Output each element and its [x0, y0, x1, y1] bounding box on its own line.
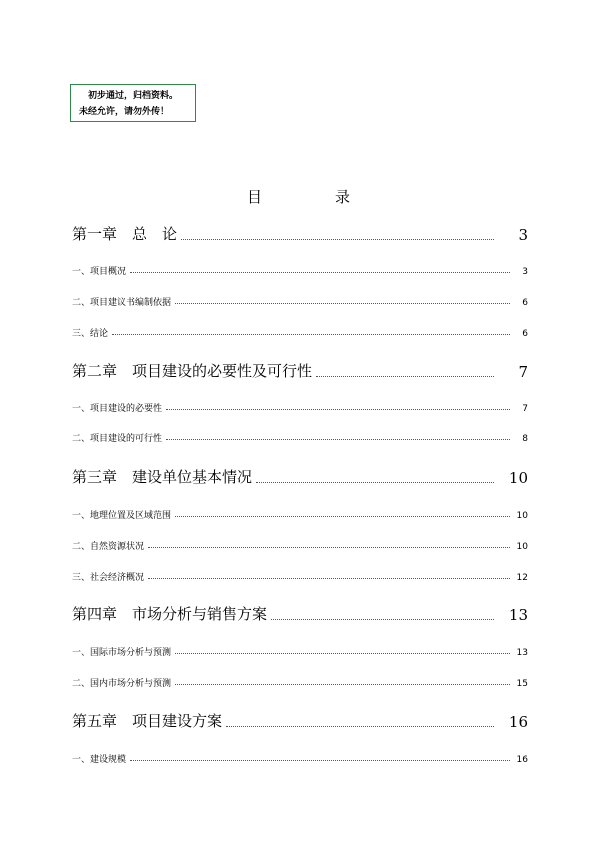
toc-entry-label: 第三章 建设单位基本情况 — [72, 468, 253, 486]
toc-section-entry[interactable] — [72, 753, 528, 765]
notice-box — [70, 84, 196, 122]
toc-entry-label: 三、结论 — [72, 329, 109, 339]
notice-line-1: 初步通过，归档资料。 — [88, 91, 179, 101]
toc-entry-label: 一、项目建设的必要性 — [72, 404, 163, 414]
toc-entry-label: 二、国内市场分析与预测 — [72, 679, 172, 689]
toc-chapter-entry[interactable] — [72, 467, 528, 487]
toc-entry-label: 第五章 项目建设方案 — [72, 712, 223, 730]
toc-entry-label: 一、地理位置及区域范围 — [72, 511, 172, 521]
toc-leader-dots — [175, 303, 510, 304]
toc-entry-page: 10 — [516, 542, 528, 552]
toc-chapter-entry[interactable] — [72, 604, 528, 624]
toc-title — [0, 186, 600, 206]
toc-title-char-2: 录 — [335, 188, 351, 206]
toc-entry-page: 6 — [522, 329, 528, 339]
toc-entry-page: 12 — [516, 573, 528, 583]
toc-entry-page: 8 — [522, 434, 528, 444]
toc-entry-label: 三、社会经济概况 — [72, 573, 145, 583]
toc-leader-dots — [271, 619, 494, 620]
toc-entry-page: 7 — [518, 363, 528, 381]
toc-leader-dots — [181, 239, 494, 240]
toc-entry-page: 16 — [508, 713, 528, 731]
toc-entry-page: 7 — [522, 404, 528, 414]
toc-leader-dots — [175, 653, 510, 654]
toc-entry-label: 一、项目概况 — [72, 267, 127, 277]
toc-section-entry[interactable] — [72, 296, 528, 308]
toc-section-entry[interactable] — [72, 402, 528, 414]
toc-entry-page: 16 — [516, 755, 528, 765]
toc-section-entry[interactable] — [72, 265, 528, 277]
toc-entry-page: 15 — [516, 679, 528, 689]
toc-entry-page: 3 — [518, 226, 528, 244]
toc-leader-dots — [148, 578, 510, 579]
toc-entry-label: 二、自然资源状况 — [72, 542, 145, 552]
toc-section-entry[interactable] — [72, 677, 528, 689]
toc-chapter-entry[interactable] — [72, 224, 528, 244]
toc-section-entry[interactable] — [72, 509, 528, 521]
toc-leader-dots — [112, 334, 510, 335]
toc-title-char-1: 目 — [247, 188, 263, 206]
toc-entry-page: 13 — [516, 648, 528, 658]
toc-section-entry[interactable] — [72, 540, 528, 552]
toc-leader-dots — [130, 272, 510, 273]
toc-entry-label: 一、建设规模 — [72, 755, 127, 765]
notice-line-2: 未经允许，请勿外传！ — [79, 107, 170, 117]
toc-entry-label: 二、项目建议书编制依据 — [72, 298, 172, 308]
toc-section-entry[interactable] — [72, 646, 528, 658]
toc-section-entry[interactable] — [72, 432, 528, 444]
toc-section-entry[interactable] — [72, 571, 528, 583]
toc-leader-dots — [175, 684, 510, 685]
toc-entry-page: 10 — [508, 469, 528, 487]
toc-entry-label: 第四章 市场分析与销售方案 — [72, 605, 268, 623]
toc-leader-dots — [175, 516, 510, 517]
toc-entry-label: 二、项目建设的可行性 — [72, 434, 163, 444]
toc-leader-dots — [130, 760, 510, 761]
toc-entry-page: 6 — [522, 298, 528, 308]
toc-entry-label: 一、国际市场分析与预测 — [72, 648, 172, 658]
toc-leader-dots — [256, 482, 494, 483]
toc-leader-dots — [316, 376, 494, 377]
toc-entry-label: 第一章 总 论 — [72, 225, 178, 243]
toc-entry-page: 13 — [508, 606, 528, 624]
toc-entry-label: 第二章 项目建设的必要性及可行性 — [72, 362, 313, 380]
toc-leader-dots — [166, 439, 510, 440]
toc-entry-page: 3 — [522, 267, 528, 277]
toc-section-entry[interactable] — [72, 327, 528, 339]
toc-entry-page: 10 — [516, 511, 528, 521]
toc-leader-dots — [226, 726, 494, 727]
toc-leader-dots — [166, 409, 510, 410]
toc-leader-dots — [148, 547, 510, 548]
toc-chapter-entry[interactable] — [72, 711, 528, 731]
toc-chapter-entry[interactable] — [72, 361, 528, 381]
